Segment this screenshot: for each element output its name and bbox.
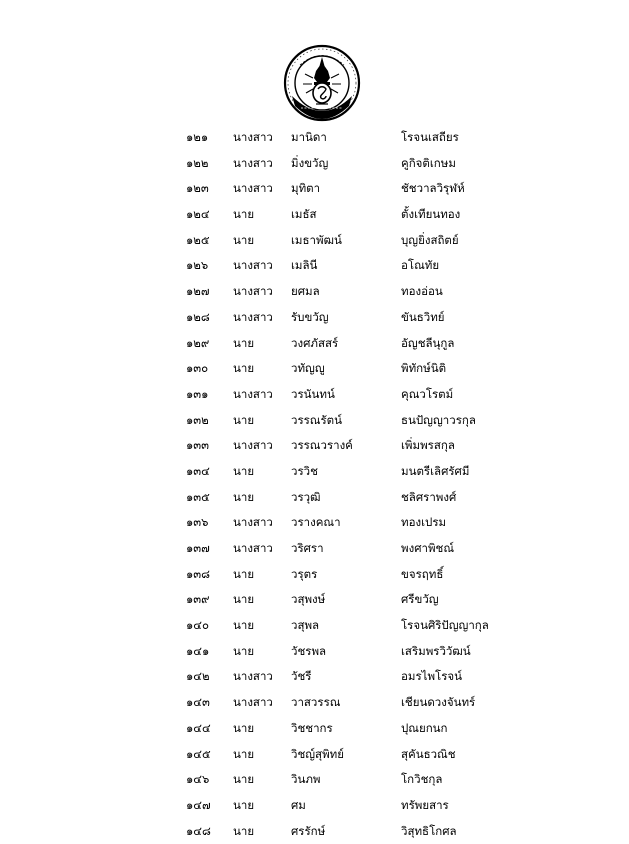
roster-row [186,176,546,202]
row-last-name: โกวิชกุล [401,772,443,787]
row-number: ๑๔๔ [186,720,211,735]
row-last-name: บุญยิ่งสถิตย์ [401,232,459,247]
row-first-name: วัชรพล [291,643,327,658]
row-number: ๑๔๘ [186,823,211,838]
roster-row [186,331,546,357]
row-first-name: ศม [291,797,306,812]
row-last-name: ชลิศราพงศ์ [401,489,457,504]
row-title: นางสาว [233,181,273,196]
roster-row [186,664,546,690]
row-last-name: ธนปัญญาวรกุล [401,412,476,427]
row-first-name: มานิดา [291,130,327,144]
row-last-name: โรจนศิริปัญญากุล [401,618,489,633]
row-first-name: วทัญญู [291,361,325,376]
row-first-name: เมธัส [291,207,317,222]
row-first-name: วาสวรรณ [291,695,341,710]
row-last-name: ทองอ่อน [401,284,443,299]
row-last-name: อัญชลีนุกูล [401,335,455,350]
row-last-name: สุคันธวณิช [401,746,456,761]
roster-row [186,510,546,536]
roster-row [186,485,546,511]
row-last-name: ทองเปรม [401,515,447,530]
roster-row [186,408,546,434]
row-last-name: ทรัพยสาร [401,797,449,812]
row-last-name: มนตรีเลิศรัศมี [401,463,470,478]
row-first-name: วินภพ [291,772,321,787]
row-title: นางสาว [233,438,273,453]
row-number: ๑๓๙ [186,592,210,607]
roster-row [186,562,546,588]
row-title: นาย [233,361,255,376]
row-title: นาย [233,772,255,787]
row-title: นางสาว [233,130,273,144]
row-first-name: ยศมล [291,284,320,299]
roster-row [186,587,546,613]
row-first-name: วรนันทน์ [291,386,335,401]
row-last-name: ศรีขวัญ [401,592,439,607]
row-title: นาย [233,797,255,812]
row-first-name: วสุพล [291,618,320,633]
row-last-name: เพิ่มพรสกุล [401,438,455,453]
row-number: ๑๔๗ [186,797,211,812]
row-last-name: ชัชวาลวิรุฬห์ [401,181,465,196]
row-number: ๑๒๒ [186,155,209,170]
row-title: นาย [233,823,255,838]
row-number: ๑๓๑ [186,386,209,401]
row-title: นาย [233,592,255,607]
roster-row [186,382,546,408]
roster-row [186,151,546,177]
row-number: ๑๔๐ [186,618,210,633]
row-number: ๑๒๖ [186,258,209,273]
row-first-name: วสุพงษ์ [291,592,326,607]
row-first-name: วรวุฒิ [291,489,321,504]
roster-row [186,536,546,562]
roster-row [186,819,546,844]
row-first-name: วรวิช [291,463,318,478]
row-title: นางสาว [233,309,273,324]
row-first-name: วรุตร [291,566,318,581]
row-number: ๑๒๑ [186,130,209,144]
roster-row [186,356,546,382]
row-first-name: วงศภัสสร์ [291,335,339,350]
row-last-name: ขันธวิทย์ [401,309,445,324]
row-title: นาย [233,207,255,222]
roster-row [186,793,546,819]
row-number: ๑๓๖ [186,515,209,530]
row-number: ๑๓๕ [186,489,210,504]
roster-row [186,279,546,305]
row-last-name: พงศาพิชณ์ [401,541,455,555]
row-last-name: วิสุทธิโกศล [401,823,457,838]
row-last-name: ตั้งเทียนทอง [401,207,461,222]
row-last-name: อโณทัย [401,258,440,273]
row-title: นาย [233,412,255,427]
row-last-name: อมรไพโรจน์ [401,669,462,684]
row-last-name: ขจรฤทธิ์ [401,566,444,581]
row-last-name: เชียนดวงจันทร์ [401,695,476,710]
row-title: นางสาว [233,515,273,530]
row-first-name: วิชญ์สุพิทย์ [291,746,344,761]
roster-row [186,433,546,459]
roster-row [186,690,546,716]
row-number: ๑๔๑ [186,643,210,658]
roster-row [186,459,546,485]
row-last-name: เสริมพรวิวัฒน์ [401,643,471,658]
row-number: ๑๒๗ [186,284,210,299]
row-title: นางสาว [233,284,273,299]
name-roster [186,125,546,844]
row-first-name: เมลินี [291,258,318,273]
row-first-name: วรางคณา [291,515,341,530]
row-title: นางสาว [233,155,273,170]
university-seal-logo [283,44,361,122]
row-title: นาย [233,489,255,504]
row-title: นางสาว [233,541,273,555]
row-last-name: โรจนเสถียร [401,130,459,144]
row-title: นางสาว [233,695,273,710]
row-number: ๑๔๕ [186,746,211,761]
roster-row [186,305,546,331]
row-title: นาย [233,335,255,350]
row-title: นางสาว [233,669,273,684]
row-number: ๑๓๔ [186,463,210,478]
row-first-name: วริศรา [291,541,324,555]
roster-row [186,742,546,768]
row-number: ๑๔๒ [186,669,210,684]
row-title: นางสาว [233,258,273,273]
row-title: นางสาว [233,386,273,401]
row-last-name: ปุณยกนก [401,720,448,735]
row-number: ๑๓๘ [186,566,211,581]
row-first-name: มิ่งขวัญ [291,155,329,170]
row-last-name: คุณวโรตม์ [401,386,454,401]
row-first-name: วัชรี [291,669,312,684]
row-number: ๑๔๖ [186,772,210,787]
roster-row [186,639,546,665]
row-number: ๑๓๓ [186,438,210,453]
row-first-name: วรรณรัตน์ [291,412,342,427]
roster-row [186,202,546,228]
row-title: นาย [233,720,255,735]
row-first-name: มุทิตา [291,181,321,196]
row-first-name: ศรรักษ์ [291,823,326,838]
row-first-name: รับขวัญ [291,309,329,324]
row-title: นาย [233,566,255,581]
row-number: ๑๓๒ [186,412,209,427]
row-number: ๑๒๕ [186,232,210,247]
row-title: นาย [233,232,255,247]
roster-row [186,767,546,793]
roster-row [186,613,546,639]
row-title: นาย [233,618,255,633]
roster-row [186,253,546,279]
row-first-name: วิชชากร [291,720,333,735]
row-number: ๑๓๗ [186,541,210,555]
roster-row [186,228,546,254]
row-last-name: คูกิจติเกษม [401,155,456,170]
row-number: ๑๒๔ [186,207,210,222]
row-first-name: วรรณวรางค์ [291,438,353,453]
roster-row [186,125,546,151]
row-number: ๑๒๙ [186,335,210,350]
row-number: ๑๔๓ [186,695,210,710]
row-number: ๑๒๘ [186,309,210,324]
row-number: ๑๒๓ [186,181,209,196]
row-last-name: พิทักษ์นิติ [401,361,447,376]
roster-row [186,716,546,742]
row-number: ๑๓๐ [186,361,209,376]
seal-emblem-icon [283,44,361,122]
row-title: นาย [233,643,255,658]
row-title: นาย [233,463,255,478]
row-first-name: เมธาพัฒน์ [291,232,342,247]
row-title: นาย [233,746,255,761]
